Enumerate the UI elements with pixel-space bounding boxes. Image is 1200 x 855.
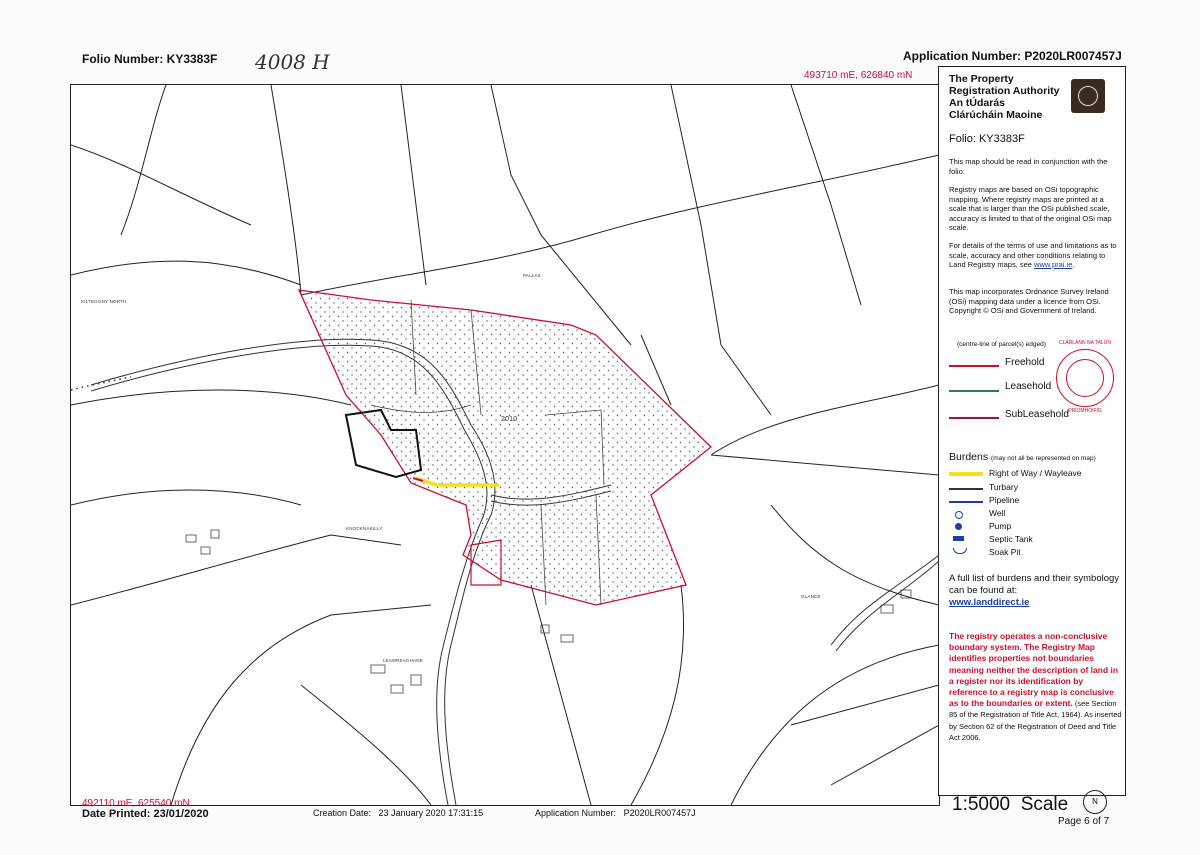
label-2010: 2010 <box>501 416 518 423</box>
burden-soak-pit: Soak Pit <box>989 547 1021 557</box>
burden-well: Well <box>989 508 1006 518</box>
panel-paragraph-3: For details of the terms of use and limitations as to scale, accuracy and other conditions relating to Land Registry maps, see www.prai.ie. <box>949 241 1117 269</box>
well-icon <box>955 511 963 519</box>
date-printed: Date Printed: 23/01/2020 <box>82 808 209 820</box>
turbary-symbol <box>949 488 983 490</box>
pipeline-symbol <box>949 501 983 503</box>
authority-name: The Property Registration Authority An tÚdarás Clárúcháin Maoine <box>949 73 1060 121</box>
leasehold-symbol <box>949 390 999 392</box>
subleasehold-symbol <box>949 417 999 419</box>
burden-turbary: Turbary <box>989 482 1018 492</box>
page-number: Page 6 of 7 <box>1058 816 1110 827</box>
burden-pump: Pump <box>989 521 1012 531</box>
prai-link[interactable]: www.prai.ie <box>1034 260 1073 269</box>
disclaimer: The registry operates a non-conclusive boundary system. The Registry Map identifies properties not boundaries meaning neither the description of land in a register nor its identification by reference to a registry map is conclusive as to the boundaries or extent. (see Section 85 of the Registration of Title Act, 1964). As inserted by Section 62 of the Registration of Deed and Title Act 2006. <box>949 631 1122 742</box>
soak-pit-icon <box>953 548 967 554</box>
coord-top-right: 493710 mE, 626840 mN <box>804 70 913 81</box>
label-knockmikilly: KNOCKNAKILLY <box>346 526 383 531</box>
application-number-header: Application Number: P2020LR007457J <box>903 49 1122 63</box>
subleasehold-label: SubLeasehold <box>1005 409 1069 420</box>
leasehold-label: Leasehold <box>1005 381 1052 392</box>
right-of-way-symbol <box>949 472 983 476</box>
pump-icon <box>955 523 962 530</box>
panel-folio: Folio: KY3383F <box>949 133 1025 145</box>
registry-map <box>70 84 940 806</box>
septic-tank-icon <box>953 536 964 541</box>
map-scale: 1:5000 Scale <box>952 794 1069 815</box>
coord-bottom-left: 492110 mE, 625540 mN <box>82 798 190 809</box>
handwritten-note: 4008 H <box>255 50 330 74</box>
burdens-heading: Burdens (may not all be represented on map) <box>949 451 1096 463</box>
label-north-left: KILTEGONY NORTH <box>81 299 127 304</box>
burden-septic-tank: Septic Tank <box>989 534 1033 544</box>
creation-date: Creation Date: 23 January 2020 17:31:15 <box>313 808 484 818</box>
full-list-text: A full list of burdens and their symbology can be found at: www.landdirect.ie <box>949 573 1120 608</box>
panel-paragraph-4: This map incorporates Ordnance Survey Ireland (OSi) mapping data under a licence from OSi. Copyright © OSi and Government of Ireland. <box>949 287 1109 315</box>
panel-paragraph-1: This map should be read in conjunction with the folio. <box>949 157 1108 176</box>
authority-logo-icon <box>1071 79 1105 113</box>
application-number-footer: Application Number: P2020LR007457J <box>535 808 696 818</box>
official-stamp: CLÁRLANN NA TALÚN PRÍOMHOIFIG <box>1056 349 1114 407</box>
label-leam: LEAMREAGHANE <box>383 658 423 663</box>
label-glance: GLANCE <box>801 594 821 599</box>
freehold-parcel <box>299 290 711 605</box>
burden-pipeline: Pipeline <box>989 495 1020 505</box>
panel-paragraph-2: Registry maps are based on OSi topographic mapping. Where registry maps are printed at a scale that is larger than the OSi published scale, accuracy is limited to that of the original OSi map scale. <box>949 185 1112 232</box>
map-drawing <box>71 85 939 805</box>
centre-line-note: (centre-line of parcel(s) edged) <box>957 341 1046 348</box>
label-pallas: PALLAS <box>523 273 541 278</box>
landdirect-link[interactable]: www.landdirect.ie <box>949 597 1030 608</box>
freehold-label: Freehold <box>1005 357 1045 368</box>
north-arrow-icon: N <box>1083 790 1107 814</box>
freehold-symbol <box>949 365 999 367</box>
legend-panel <box>938 66 1126 796</box>
folio-number: Folio Number: KY3383F <box>82 52 218 66</box>
burden-right-of-way: Right of Way / Wayleave <box>989 468 1082 478</box>
